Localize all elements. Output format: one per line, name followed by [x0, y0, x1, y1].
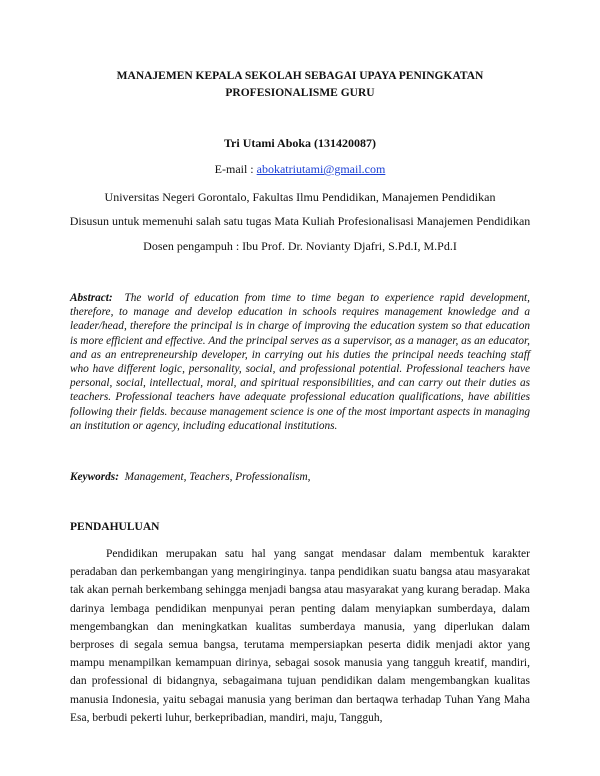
affiliation-line: Universitas Negeri Gorontalo, Fakultas Ilmu Pendidikan, Manajemen Pendidikan: [104, 190, 496, 204]
abstract-text: The world of education from time to time began to experience rapid development, therefore, to manage and develop education in schools requires management knowledge and a leader/head, therefore the principal is in charge of improving the education system so that education is more efficient and effective. And the principal serves as a supervisor, as a manager, as an educator, and as an entrepreneurship developer, in carrying out his duties the principal needs teaching staff who have different logic, personality, social, and professional potential. Professional teachers have personal, social, intellectual, moral, and spiritual responsibilities, and can carry out their duties as teachers. Professional teachers have adequate professional education qualifications, have abilities following their fields. because management science is one of the most important aspects in managing an institution or agency, including educational institutions.: [70, 292, 530, 432]
email-line: [30, 161, 570, 177]
body-paragraph: Pendidikan merupakan satu hal yang sangat mendasar dalam membentuk karakter peradaban dan perkembangan yang mengiringinya. tanpa pendidikan suatu bangsa atau masyarakat tak akan pernah berkembang sehingga menjadi bangsa atau masyarakat yang kurang beradap. Maka darinya lembaga pendidikan menpunyai peran penting dalam menyiapkan sumberdaya, dalam mengembangkan dan meningkatkan kualitas sumberdaya manusia, yang diperlukan dalam berproses di segala semua bangsa, terutama mempersiapkan peserta didik menjadi aktor yang mampu menampilkan kemampuan dirinya, sebagai sosok manusia yang tangguh kreatif, mandiri, dan professional di bidangnya, sebagaimana tujuan pendidikan dalam mengembangkan kualitas manusia Indonesia, yaitu sebagai manusia yang beriman dan bertaqwa terhadap Tuhan Yang Maha Esa, berbudi pekerti luhur, berkepribadian, mandiri, maju, Tangguh,: [70, 548, 530, 724]
keywords-text: Management, Teachers, Professionalism,: [124, 471, 311, 483]
lecturer-line: Dosen pengampuh : Ibu Prof. Dr. Novianty Djafri, S.Pd.I, M.Pd.I: [143, 239, 457, 253]
email-label: E-mail :: [214, 162, 257, 176]
paper-title: MANAJEMEN KEPALA SEKOLAH SEBAGAI UPAYA PENINGKATAN PROFESIONALISME GURU: [116, 70, 484, 99]
author-line: Tri Utami Aboka (131420087): [223, 136, 377, 150]
keywords-label: Keywords:: [70, 471, 119, 483]
keywords-block: [70, 470, 530, 484]
section-heading: PENDAHULUAN: [70, 521, 160, 533]
purpose-line: Disusun untuk memenuhi salah satu tugas Mata Kuliah Profesionalisasi Manajemen Pendidikan: [69, 214, 531, 228]
email-link[interactable]: abokatriutami@gmail.com: [256, 162, 386, 176]
abstract-label: Abstract:: [70, 292, 113, 304]
abstract-block: [70, 291, 530, 433]
